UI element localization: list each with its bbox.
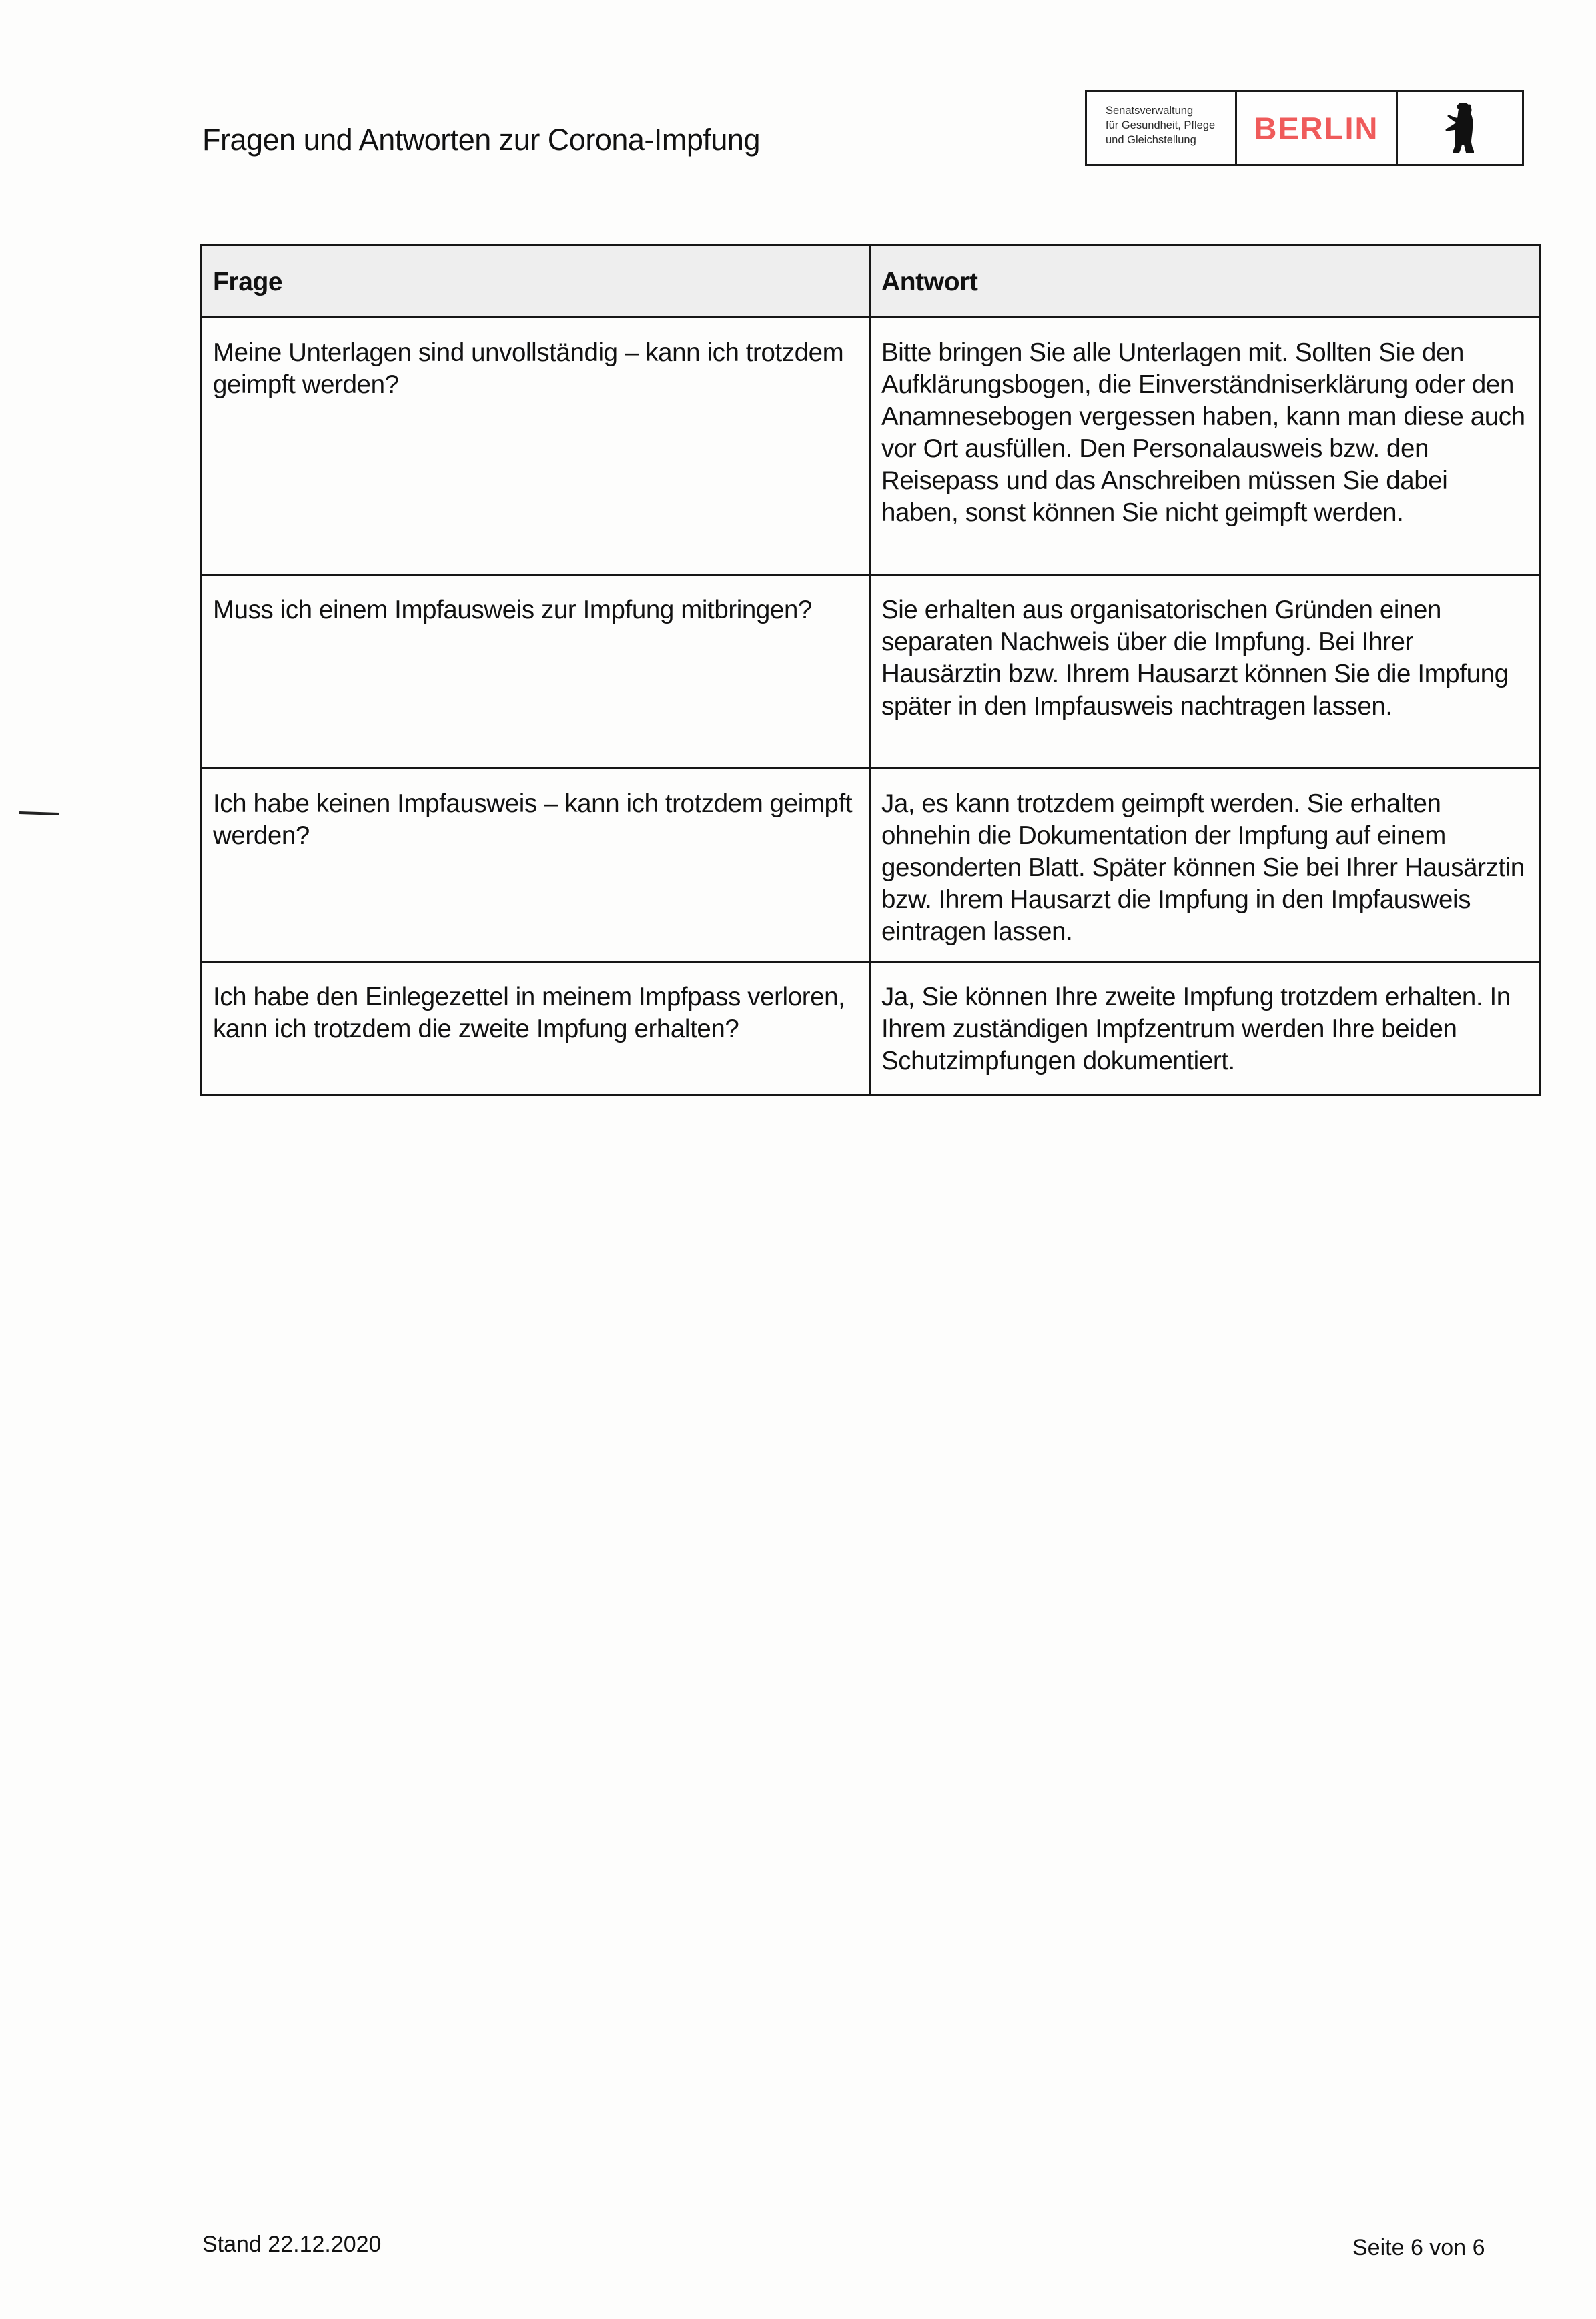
page-title: Fragen und Antworten zur Corona-Impfung [202,123,760,157]
column-header-question: Frage [202,246,870,318]
column-header-answer: Antwort [870,246,1540,318]
answer-cell: Ja, es kann trotzdem geimpft werden. Sie erhalten ohnehin die Dokumentation der Impfung auf einem gesonderten Blatt. Später können Sie bei Ihrer Hausärztin bzw. Ihrem Hausarzt die Impfung in den Impfausweis eintragen lassen. [870,769,1540,962]
question-cell: Ich habe keinen Impfausweis – kann ich trotzdem geimpft werden? [202,769,870,962]
footer-page-number: Seite 6 von 6 [1352,2235,1485,2260]
berlin-bear-icon-svg [1445,102,1475,154]
berlin-bear-icon [1398,92,1522,164]
logo-department-line-1: Senatsverwaltung [1106,105,1194,117]
faq-table [200,244,1541,1096]
table-header-row [202,246,1540,318]
margin-pen-mark [19,811,59,815]
logo-city-name: BERLIN [1237,92,1398,164]
berlin-senate-logo [1085,90,1524,166]
question-cell: Meine Unterlagen sind unvollständig – kann ich trotzdem geimpft werden? [202,318,870,575]
answer-cell: Bitte bringen Sie alle Unterlagen mit. Sollten Sie den Aufklärungsbogen, die Einverständniserklärung oder den Anamnesebogen vergessen haben, kann man diese auch vor Ort ausfüllen. Den Personalausweis bzw. den Reisepass und das Anschreiben müssen Sie dabei haben, sonst können Sie nicht geimpft werden. [870,318,1540,575]
answer-cell: Ja, Sie können Ihre zweite Impfung trotzdem erhalten. In Ihrem zuständigen Impfzentrum werden Ihre beiden Schutzimpfungen dokumentiert. [870,962,1540,1095]
footer-date: Stand 22.12.2020 [202,2232,382,2257]
table-row [202,962,1540,1095]
logo-department-line-3: und Gleichstellung [1106,134,1196,146]
question-cell: Muss ich einem Impfausweis zur Impfung mitbringen? [202,575,870,769]
table-row [202,318,1540,575]
logo-department-line-2: für Gesundheit, Pflege [1106,119,1216,131]
answer-cell: Sie erhalten aus organisatorischen Gründen einen separaten Nachweis über die Impfung. Bei Ihrer Hausärztin bzw. Ihrem Hausarzt können Sie die Impfung später in den Impfausweis nachtragen lassen. [870,575,1540,769]
logo-department-name [1087,92,1237,164]
question-cell: Ich habe den Einlegezettel in meinem Impfpass verloren, kann ich trotzdem die zweite Impfung erhalten? [202,962,870,1095]
table-row [202,575,1540,769]
table-row [202,769,1540,962]
